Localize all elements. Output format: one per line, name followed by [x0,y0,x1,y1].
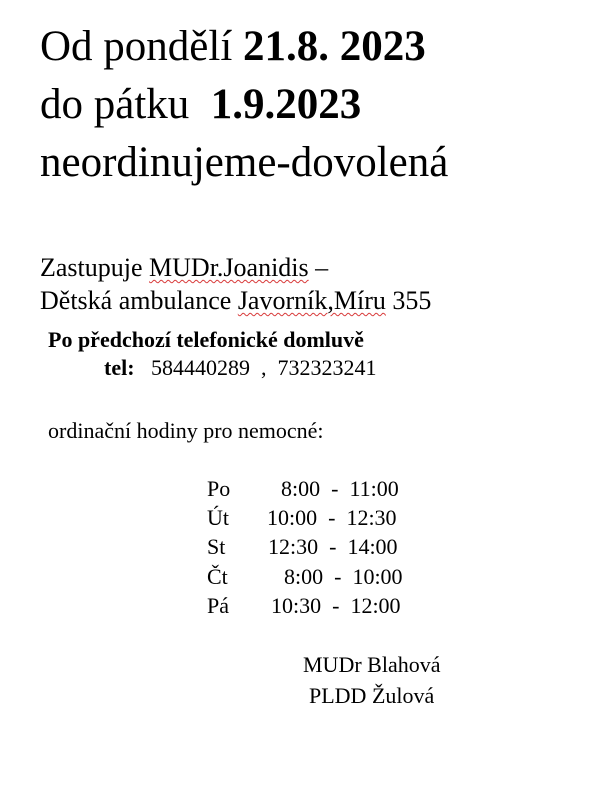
hours-day: Út [207,505,229,530]
hours-day: Čt [207,564,228,589]
hours-time: 10:00 - 12:30 [267,505,397,530]
clinic-town: Javorník,Míru [237,286,386,315]
substitute-line [40,253,328,283]
clinic-name: Dětská ambulance [40,286,232,315]
hours-time: 10:30 - 12:00 [271,593,401,618]
heading-prefix-to: do pátku [40,81,190,128]
hours-time: 12:30 - 14:00 [268,534,398,559]
phone-numbers: 584440289 , 732323241 [151,355,377,380]
substitute-doctor: MUDr.Joanidis [149,253,309,282]
hours-time: 8:00 - 11:00 [281,476,399,501]
signature-name: MUDr Blahová [303,652,441,677]
substitute-dash: – [315,253,329,282]
heading-line-1 [40,18,426,76]
heading-line-3: neordinujeme-dovolená [40,139,449,186]
heading-prefix-from: Od pondělí [40,23,233,70]
signature-practice: PLDD Žulová [309,683,435,708]
hours-time: 8:00 - 10:00 [284,564,403,589]
substitute-prefix: Zastupuje [40,253,143,282]
clinic-line [40,286,431,316]
hours-day: St [207,534,226,559]
heading-line-2 [40,76,361,134]
hours-day: Pá [207,593,229,618]
heading-end-date: 1.9.2023 [210,81,362,128]
hours-title: ordinační hodiny pro nemocné: [48,418,324,443]
tel-label: tel: [104,355,135,380]
hours-day: Po [207,476,231,501]
clinic-number: 355 [392,286,432,315]
appointment-note: Po předchozí telefonické domluvě [48,327,364,352]
heading-start-date: 21.8. 2023 [243,23,426,70]
phone-line [104,355,377,381]
